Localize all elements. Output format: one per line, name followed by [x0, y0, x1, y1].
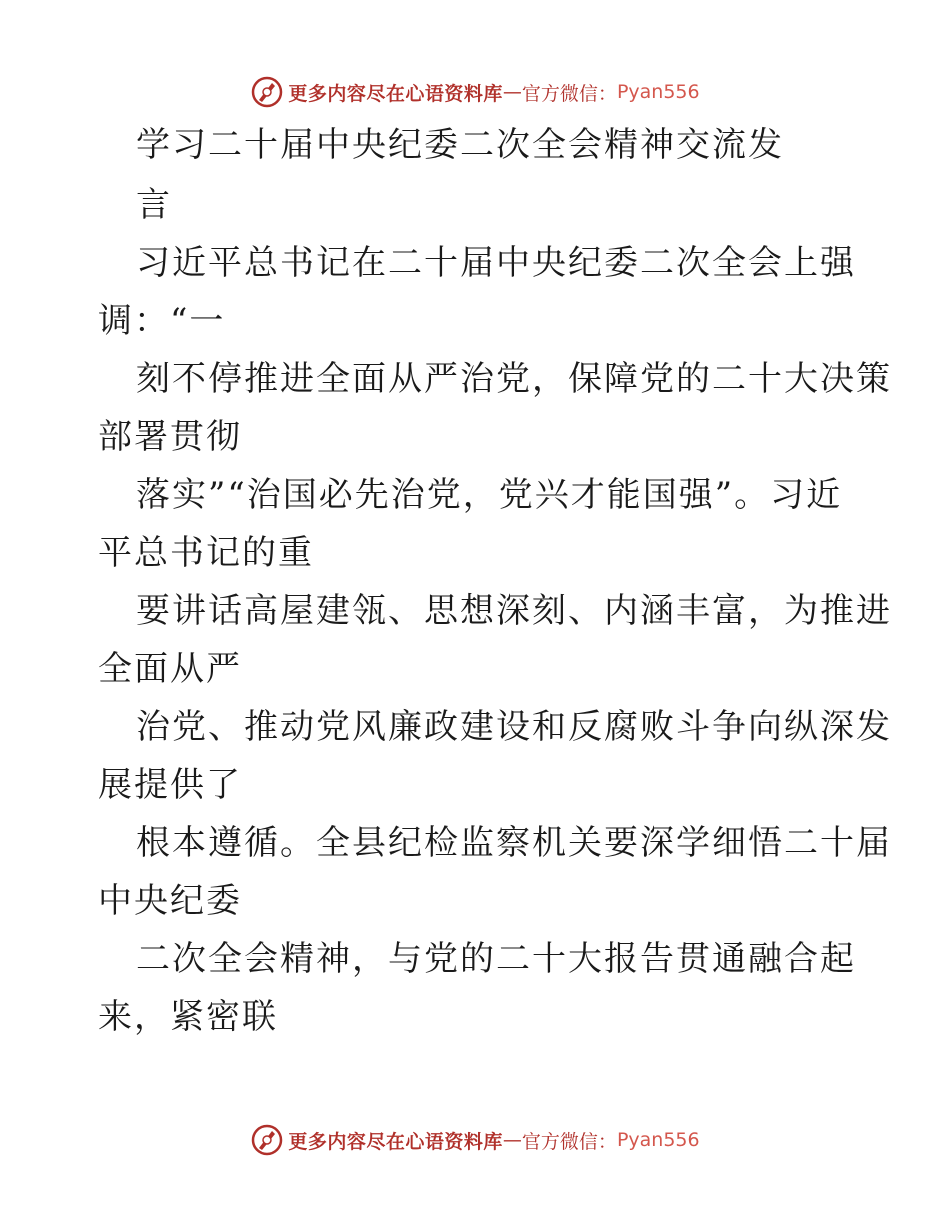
- text-line: 来，紧密联: [98, 997, 278, 1037]
- text-line: 刻不停推进全面从严治党，保障党的二十大决策: [136, 359, 892, 399]
- banner-wechat-id: Pyan556: [616, 1129, 700, 1151]
- banner-wechat-label: 官方微信：: [521, 82, 617, 105]
- footer-banner: [0, 1120, 950, 1160]
- text-line: 平总书记的重: [98, 533, 314, 573]
- quill-logo-icon: [250, 1123, 284, 1157]
- text-line: 二次全会精神，与党的二十大报告贯通融合起: [136, 939, 856, 979]
- text-line: 治党、推动党风廉政建设和反腐败斗争向纵深发: [136, 707, 892, 747]
- text-line: 要讲话高屋建瓴、思想深刻、内涵丰富，为推进: [136, 591, 892, 631]
- text-line: 中央纪委: [98, 881, 242, 921]
- text-line: 落实”“治国必先治党，党兴才能国强”。习近: [136, 475, 843, 515]
- banner-wechat-id: Pyan556: [616, 81, 700, 103]
- banner-text: 更多内容尽在心语资料库: [288, 1130, 503, 1153]
- banner-wechat-label: 官方微信：: [521, 1130, 617, 1153]
- text-line: 根本遵循。全县纪检监察机关要深学细悟二十届: [136, 823, 892, 863]
- text-line: 学习二十届中央纪委二次全会精神交流发: [136, 125, 784, 165]
- banner-text: 更多内容尽在心语资料库: [288, 82, 503, 105]
- text-line: 调：“一: [98, 301, 226, 341]
- text-line: 习近平总书记在二十届中央纪委二次全会上强: [136, 243, 856, 283]
- banner-separator: —: [502, 81, 522, 103]
- text-line: 言: [136, 185, 172, 225]
- quill-logo-icon: [250, 75, 284, 109]
- text-line: 部署贯彻: [98, 417, 242, 457]
- header-banner: [0, 72, 950, 112]
- text-line: 展提供了: [98, 765, 242, 805]
- text-line: 全面从严: [98, 649, 242, 689]
- banner-separator: —: [502, 1129, 522, 1151]
